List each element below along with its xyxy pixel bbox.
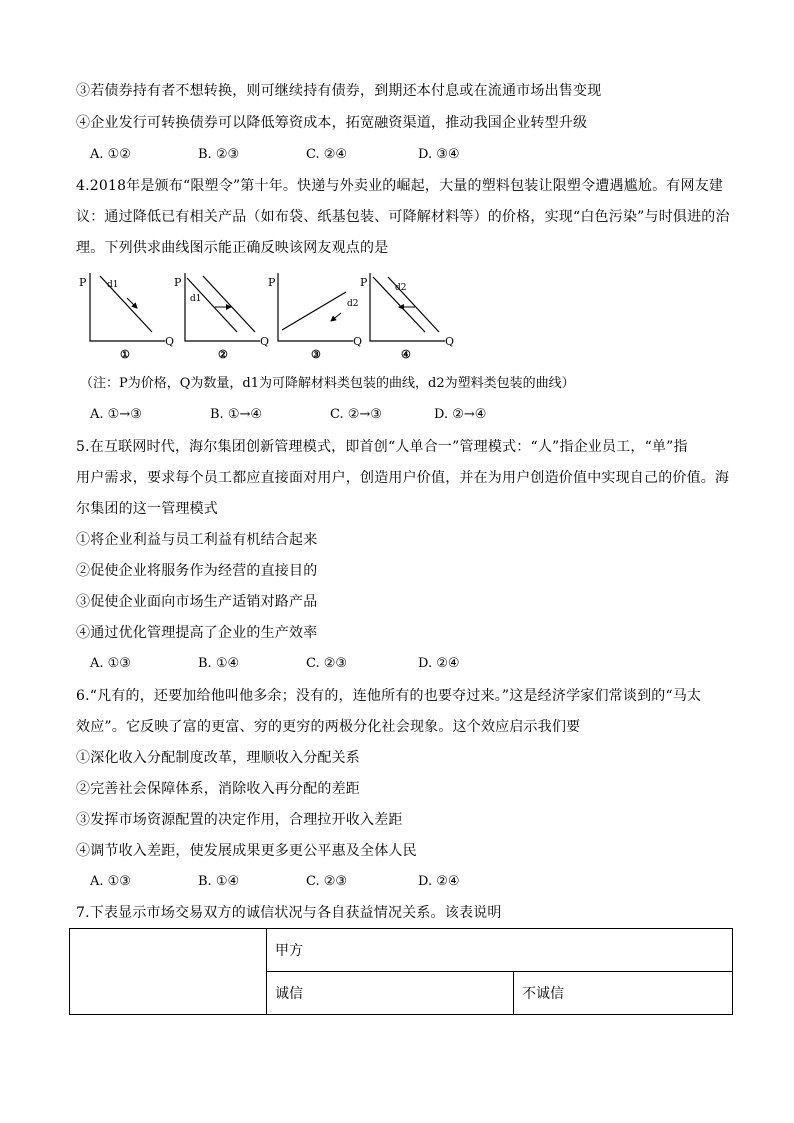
q5-answer-a[interactable]: A. ①③ <box>90 656 131 671</box>
diagram-1-d1-label: d1 <box>107 280 119 290</box>
diagram-3-axis-p: P <box>268 276 276 289</box>
diagram-4-axis-p: P <box>360 276 368 289</box>
q4-answers <box>90 405 486 425</box>
q5-stem-line-3: 尔集团的这一管理模式 <box>76 501 218 517</box>
table-col-dishonest: 不诚信 <box>514 972 733 1015</box>
q4-stem-line-1: 4.2018年是颁布“限塑令”第十年。快递与外卖业的崛起，大量的塑料包装让限塑令遭遇尴尬。有网友建 <box>76 178 724 194</box>
diagram-1-axis-q: Q <box>165 335 175 348</box>
q6-option-1: ①深化收入分配制度改革，理顺收入分配关系 <box>76 750 360 766</box>
q4-answer-a[interactable]: A. ①→③ <box>90 407 142 422</box>
diagram-1-caption: ① <box>120 348 130 361</box>
diagram-2 <box>174 273 269 361</box>
diagram-2-caption: ② <box>218 348 228 361</box>
diagram-2-axis-p: P <box>174 276 182 289</box>
diagram-3-d2-label: d2 <box>347 299 359 309</box>
diagram-3-caption: ③ <box>311 348 321 361</box>
q3-answer-d[interactable]: D. ③④ <box>418 147 460 162</box>
q3-option-4: ④企业发行可转换债券可以降低筹资成本，拓宽融资渠道，推动我国企业转型升级 <box>76 115 588 131</box>
q3-answers <box>90 145 460 165</box>
q6-option-2: ②完善社会保障体系，消除收入再分配的差距 <box>76 781 360 797</box>
q4-answer-b[interactable]: B. ①→④ <box>210 407 263 422</box>
q5-answer-b[interactable]: B. ①④ <box>198 656 240 671</box>
q6-answers <box>90 872 460 892</box>
q5-option-3: ③促使企业面向市场生产适销对路产品 <box>76 594 318 610</box>
q3-answer-c[interactable]: C. ②④ <box>306 147 348 162</box>
q5-answers <box>90 654 460 674</box>
diagram-1-axis-p: P <box>79 276 87 289</box>
diagram-2-d1-label: d1 <box>190 294 202 304</box>
q5-option-2: ②促使企业将服务作为经营的直接目的 <box>76 563 318 579</box>
supply-demand-diagrams <box>70 268 470 368</box>
q5-answer-d[interactable]: D. ②④ <box>418 656 460 671</box>
diagram-2-axis-q: Q <box>260 335 270 348</box>
diagram-4-axis-q: Q <box>445 335 455 348</box>
q5-stem-line-1: 5.在互联网时代，海尔集团创新管理模式，即首创“人单合一”管理模式：“人”指企业员工，“单”指 <box>76 439 688 455</box>
q6-option-3: ③发挥市场资源配置的决定作用，合理拉开收入差距 <box>76 812 403 828</box>
q6-answer-b[interactable]: B. ①④ <box>198 874 240 889</box>
q6-stem-line-2: 效应”。它反映了富的更富、穷的更穷的两极分化社会现象。这个效应启示我们要 <box>76 719 581 735</box>
q5-option-4: ④通过优化管理提高了企业的生产效率 <box>76 625 318 641</box>
q3-answer-b[interactable]: B. ②③ <box>198 147 240 162</box>
diagram-3 <box>268 273 362 361</box>
q5-stem-line-2: 用户需求，要求每个员工都应直接面对用户，创造用户价值，并在为用户创造价值中实现自己的价值。海 <box>76 470 730 486</box>
q4-answer-c[interactable]: C. ②→③ <box>330 407 382 422</box>
q6-answer-d[interactable]: D. ②④ <box>418 874 460 889</box>
q6-stem-line-1: 6.“凡有的，还要加给他叫他多余；没有的，连他所有的也要夺过来。”这是经济学家们常谈到的“马太 <box>76 688 702 704</box>
diagram-1 <box>79 273 174 361</box>
diagram-3-axis-q: Q <box>353 335 363 348</box>
table-col-honest: 诚信 <box>267 972 514 1015</box>
table-header-party-a: 甲方 <box>267 929 733 972</box>
q5-option-1: ①将企业利益与员工利益有机结合起来 <box>76 532 318 548</box>
q4-answer-d[interactable]: D. ②→④ <box>434 407 487 422</box>
integrity-benefit-table <box>69 928 733 1015</box>
q7-stem-line-1: 7.下表显示市场交易双方的诚信状况与各自获益情况关系。该表说明 <box>76 905 502 921</box>
q3-option-3: ③若债券持有者不想转换，则可继续持有债券，到期还本付息或在流通市场出售变现 <box>76 83 602 99</box>
q6-option-4: ④调节收入差距，使发展成果更多更公平惠及全体人民 <box>76 843 417 859</box>
table-empty-corner <box>70 929 267 1015</box>
q6-answer-c[interactable]: C. ②③ <box>306 874 348 889</box>
q5-answer-c[interactable]: C. ②③ <box>306 656 348 671</box>
q4-stem-line-2: 议：通过降低已有相关产品（如布袋、纸基包装、可降解材料等）的价格，实现“白色污染”与时俱进的治 <box>76 209 730 225</box>
diagram-4-caption: ④ <box>401 348 411 361</box>
diagram-4 <box>360 273 454 361</box>
q3-answer-a[interactable]: A. ①② <box>90 147 131 162</box>
q6-answer-a[interactable]: A. ①③ <box>90 874 131 889</box>
diagram-4-d2-label: d2 <box>395 283 407 293</box>
q4-stem-line-3: 理。下列供求曲线图示能正确反映该网友观点的是 <box>76 240 389 256</box>
q4-note: （注：P为价格，Q为数量，d1为可降解材料类包装的曲线，d2为塑料类包装的曲线） <box>80 376 575 391</box>
